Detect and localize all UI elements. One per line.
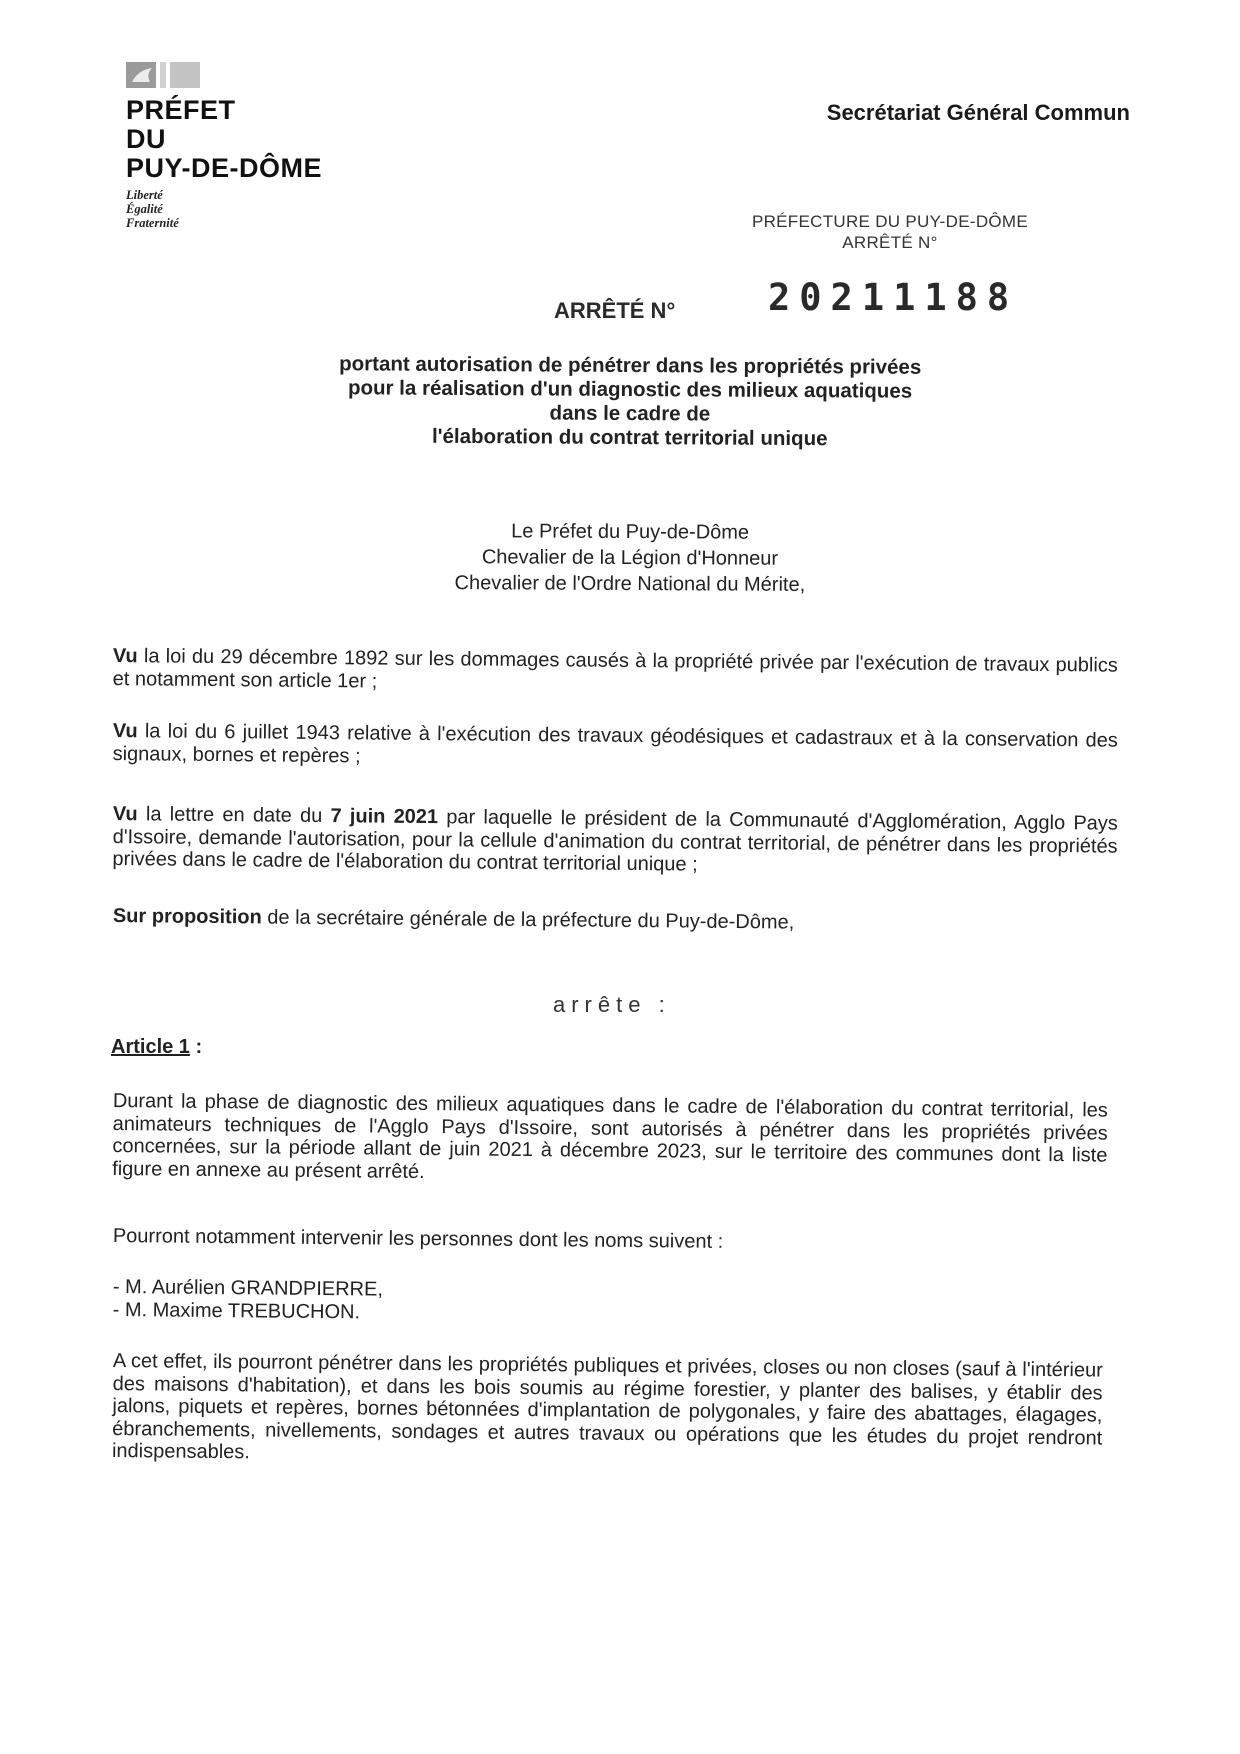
visa-date: 7 juin 2021	[330, 805, 439, 829]
proposal-lead: Sur proposition	[112, 905, 262, 929]
devise-line: Fraternité	[126, 216, 179, 230]
object-line: dans le cadre de	[549, 401, 711, 426]
devise	[126, 188, 179, 230]
persons-list	[113, 1276, 1118, 1331]
proposal-text: de la secrétaire générale de la préfecture du Puy-de-Dôme,	[261, 906, 795, 934]
visa-text: la loi du 6 juillet 1943 relative à l'exécution des travaux géodésiques et cadastraux et à la conservation des signaux, bornes et repères ;	[112, 720, 1118, 767]
person-item: - M. Maxime TREBUCHON.	[112, 1298, 361, 1323]
object-line: portant autorisation de pénétrer dans les propriétés privées	[339, 352, 922, 379]
object-line: l'élaboration du contrat territorial unique	[431, 424, 828, 451]
visa-text: la lettre en date du	[137, 803, 331, 828]
stamp-line: PRÉFECTURE DU PUY-DE-DÔME	[751, 212, 1029, 231]
article-title: Article 1	[111, 1036, 190, 1058]
article-1-paragraph: Durant la phase de diagnostic des milieux aquatiques dans le cadre de l'élaboration du contrat territorial, les animateurs techniques de l'Agglo Pays d'Issoire, sont autorisés à pénétrer dans les propriétés privées concernées, sur la période allant de juin 2021 à décembre 2023, sur le territoire des communes dont la liste figure en annexe au présent arrêté.	[112, 1090, 1108, 1183]
visa-paragraph	[113, 720, 1118, 775]
proposal-paragraph	[113, 905, 1118, 937]
arrete-object	[230, 352, 1031, 453]
article-title-suffix: :	[189, 1036, 203, 1058]
visa-lead: Vu	[112, 803, 138, 826]
service-name: Secrétariat Général Commun	[826, 100, 1130, 125]
marianne-flag-icon	[126, 60, 202, 90]
arrete-label: ARRÊTÉ N°	[554, 298, 676, 323]
person-item: - M. Aurélien GRANDPIERRE,	[112, 1276, 384, 1301]
devise-line: Liberté	[126, 188, 163, 202]
prefet-title-line: Chevalier de la Légion d'Honneur	[481, 546, 779, 570]
visa-lead: Vu	[112, 645, 138, 668]
visa-lead: Vu	[112, 720, 138, 743]
prefet-title	[126, 96, 322, 183]
prefet-line: PUY-DE-DÔME	[126, 153, 323, 183]
visa-paragraph	[112, 803, 1118, 880]
prefet-titles	[330, 517, 930, 598]
visa-text: par laquelle le président de la Communauté d'Agglomération, Agglo Pays d'Issoire, demande l'autorisation, pour la cellule d'animation du contrat territorial, de pénétrer dans les propriétés privées dans le cadre de l'élaboration du contrat territorial unique ;	[112, 806, 1118, 876]
prefet-line: DU	[126, 124, 166, 154]
article-1-persons-intro: Pourront notamment intervenir les personnes dont les noms suivent :	[112, 1225, 724, 1253]
visa-text: la loi du 29 décembre 1892 sur les dommages causés à la propriété privée par l'exécution de travaux publics et notamment son article 1er ;	[112, 645, 1118, 693]
stamp-line: ARRÊTÉ N°	[842, 233, 938, 252]
visa-paragraph	[113, 645, 1118, 700]
prefet-line: PRÉFET	[126, 95, 236, 125]
article-1-authorisations: A cet effet, ils pourront pénétrer dans les propriétés publiques et privées, closes ou non closes (sauf à l'intérieur des maisons d'habitation), et dans les bois soumis au régime forestier, y planter des balises, y établir des jalons, piquets et repères, bornes bétonnées d'implantation de polygonales, y faire des abattages, élagages, ébranchements, nivellements, sondages et autres travaux ou opérations que les études du projet rendront indispensables.	[111, 1350, 1103, 1464]
prefet-title-line: Le Préfet du Puy-de-Dôme	[511, 520, 750, 544]
prefecture-stamp	[720, 211, 1060, 253]
arrete-number: 20211188	[768, 276, 1019, 319]
arrete-verb: arrête :	[553, 992, 671, 1017]
prefet-title-line: Chevalier de l'Ordre National du Mérite,	[454, 572, 806, 596]
devise-line: Égalité	[126, 202, 163, 216]
object-line: pour la réalisation d'un diagnostic des milieux aquatiques	[347, 376, 913, 403]
article-1-heading	[111, 1036, 202, 1059]
